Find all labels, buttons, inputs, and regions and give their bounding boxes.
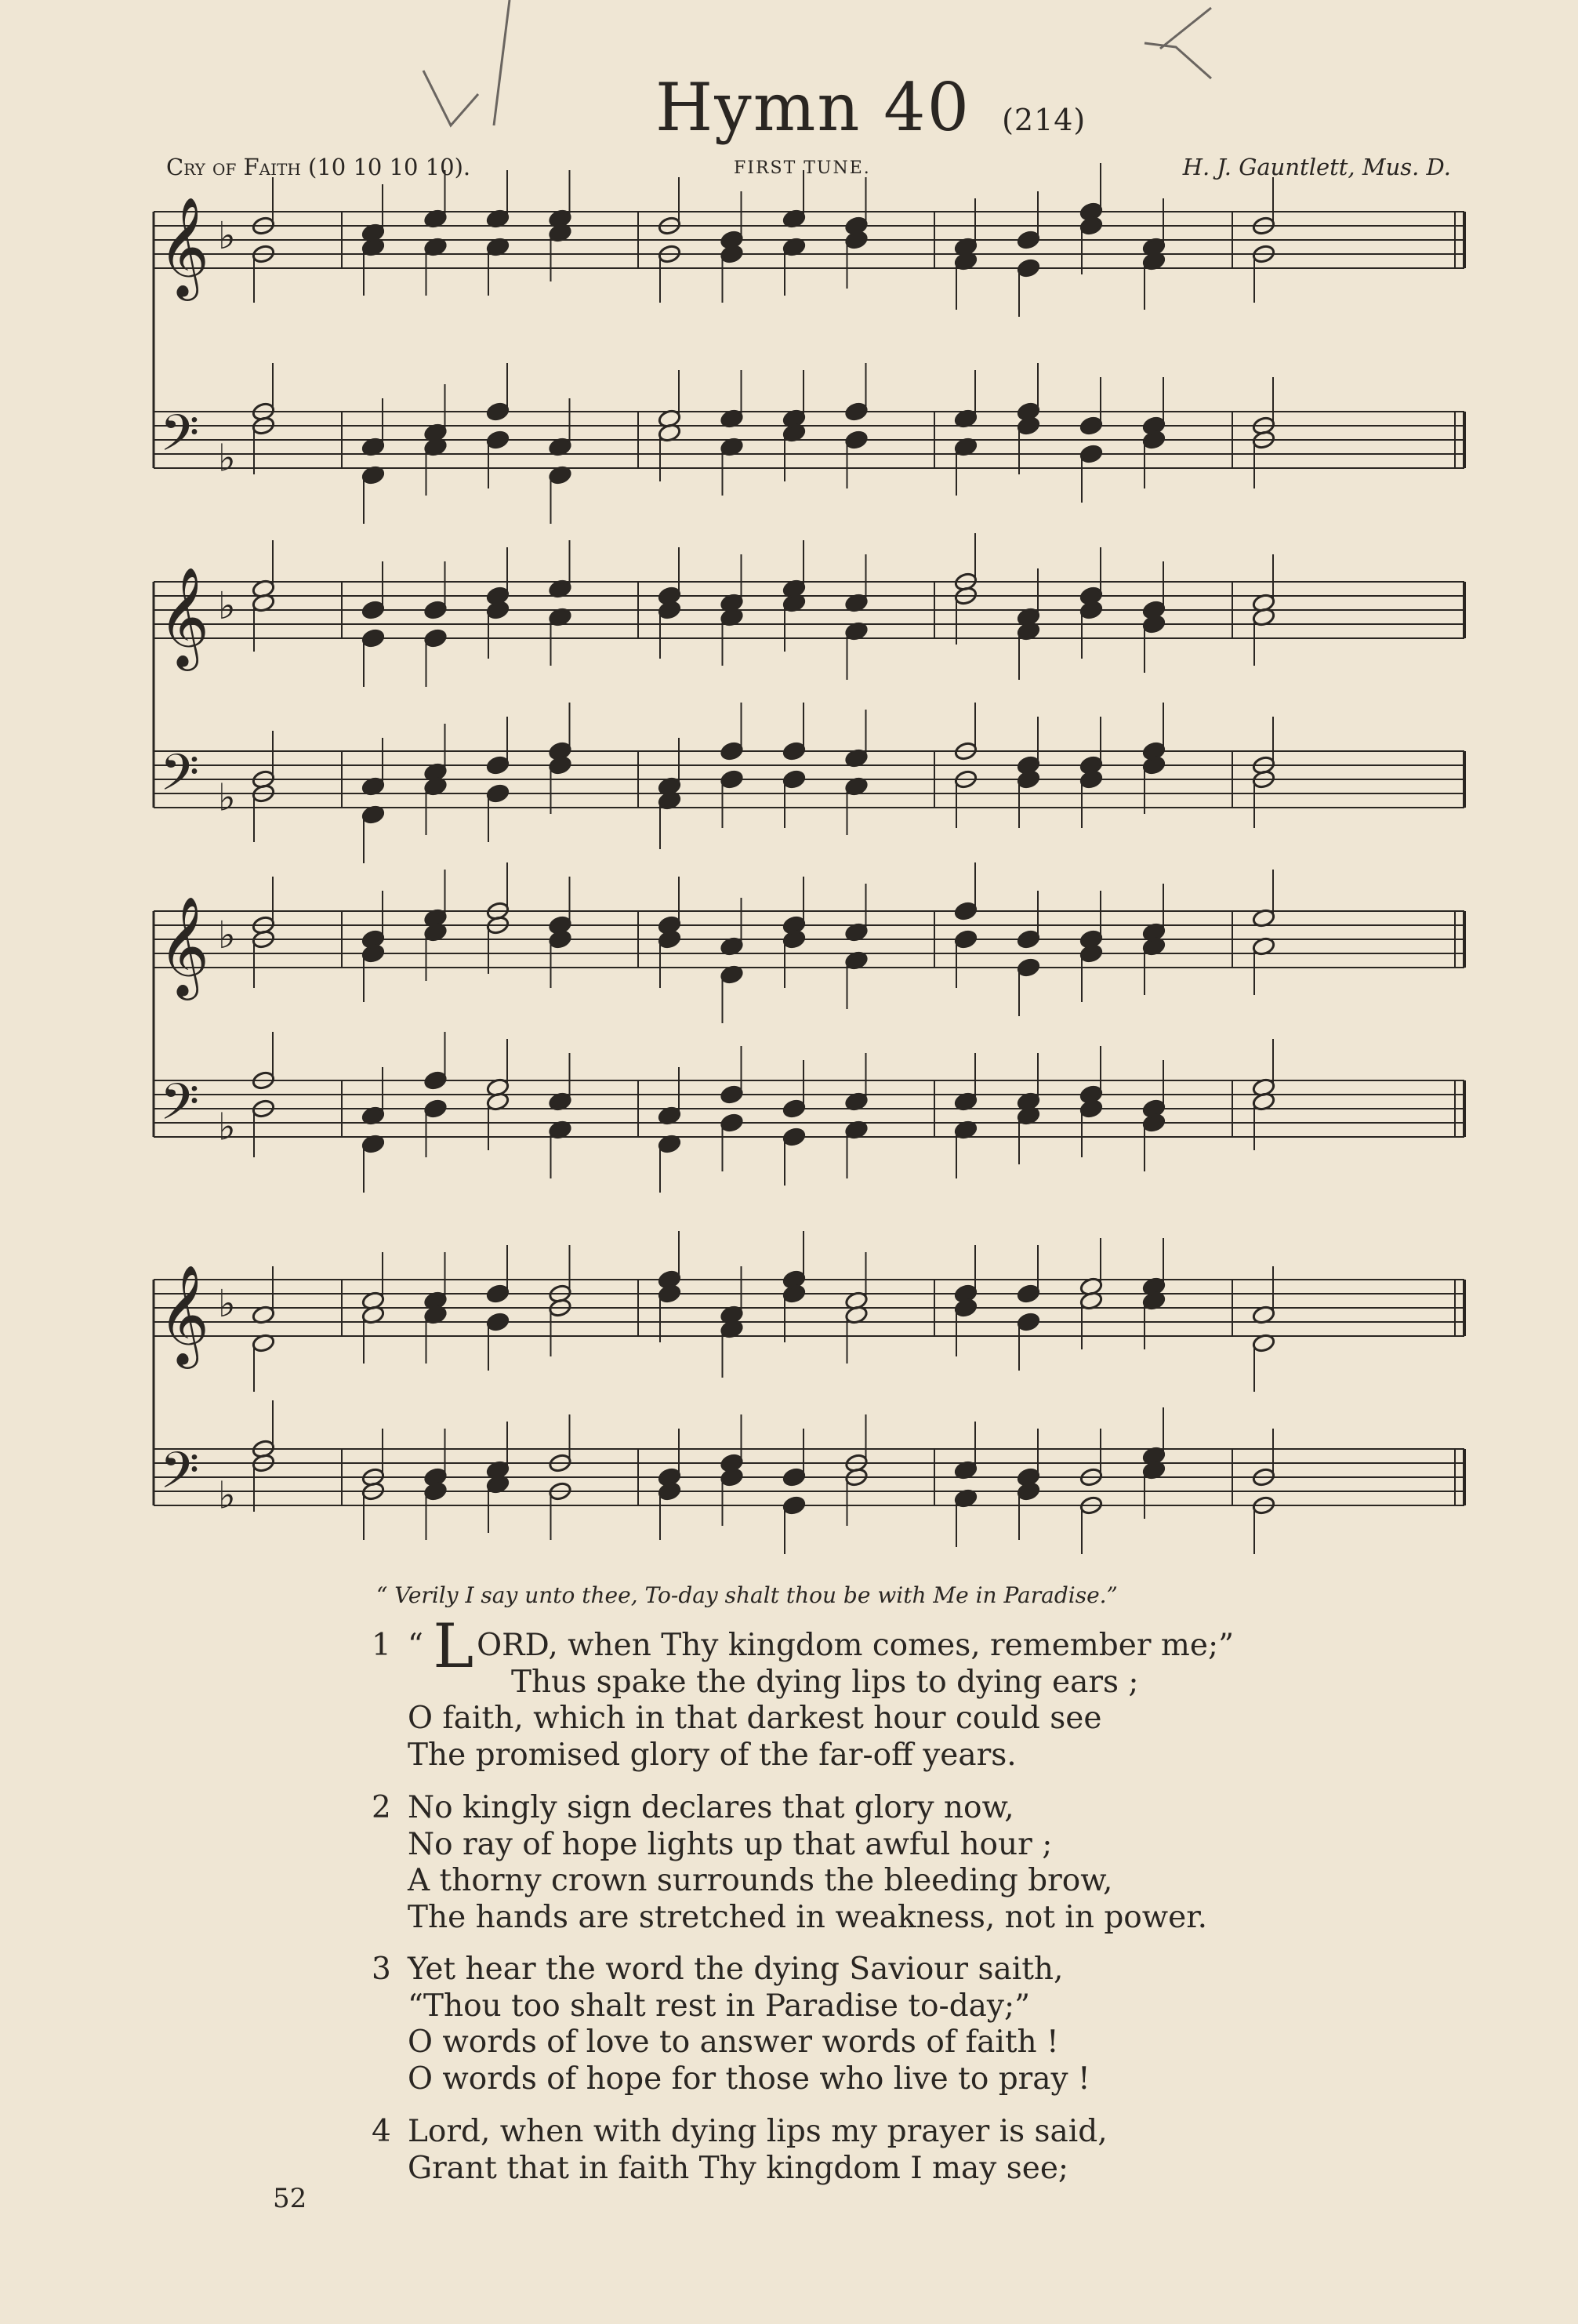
flat-sign: ♭	[218, 1473, 236, 1518]
verse-number: 2	[372, 1790, 391, 1825]
note-head	[782, 1495, 807, 1516]
note-head	[1017, 769, 1041, 790]
verse-number: 3	[372, 1952, 391, 1987]
note-head	[720, 769, 744, 790]
note-head	[1079, 943, 1104, 964]
note-head	[782, 1098, 807, 1119]
note-head	[486, 783, 510, 804]
verse-number: 1	[372, 1628, 391, 1663]
note-head	[1142, 614, 1166, 634]
scripture-quote: “ Verily I say unto thee, To-day shalt thou be with Me in Paradise.”	[376, 1582, 1118, 1608]
note-head	[720, 244, 744, 264]
verse-line: O words of hope for those who live to pray !	[408, 2061, 1090, 2097]
note-head	[423, 1070, 448, 1091]
verse-line: Lord, when with dying lips my prayer is said,	[408, 2114, 1108, 2149]
flat-sign: ♭	[218, 583, 236, 628]
note-head	[782, 1467, 807, 1487]
note-head	[361, 600, 386, 620]
verse-line: The hands are stretched in weakness, not in power.	[408, 1899, 1207, 1935]
tune-name: Cry of Faith (10 10 10 10).	[166, 154, 471, 180]
note-head	[423, 1098, 448, 1119]
note-head	[782, 769, 807, 790]
treble-clef: 𝄞	[158, 895, 210, 996]
note-head	[720, 1467, 744, 1487]
note-head	[720, 1084, 744, 1105]
note-head	[361, 628, 386, 648]
note-head	[954, 1298, 978, 1318]
flat-sign: ♭	[218, 775, 236, 820]
note-head	[1017, 1284, 1041, 1304]
note-head	[720, 741, 744, 761]
alt-number: (214)	[1002, 103, 1086, 137]
note-head	[658, 1284, 682, 1304]
hymn-number: Hymn 40	[655, 69, 971, 146]
note-head	[548, 929, 572, 950]
note-head	[1079, 444, 1104, 464]
composer: H. J. Gauntlett, Mus. D.	[1182, 154, 1451, 180]
flat-sign: ♭	[218, 1281, 236, 1326]
note-head	[954, 901, 978, 921]
verse-line: No kingly sign declares that glory now,	[408, 1790, 1014, 1825]
verse-line: Thus spake the dying lips to dying ears ;	[511, 1664, 1139, 1700]
note-head	[486, 600, 510, 620]
note-head	[1017, 1312, 1041, 1332]
note-head	[1017, 416, 1041, 436]
verse-line: No ray of hope lights up that awful hour ;	[408, 1826, 1053, 1862]
note-head	[720, 1113, 744, 1133]
treble-clef: 𝄞	[158, 1264, 210, 1364]
verse-line: The promised glory of the far-off years.	[408, 1737, 1017, 1773]
note-head	[548, 755, 572, 775]
note-head	[844, 430, 869, 450]
verse-line: Yet hear the word the dying Saviour saith,	[408, 1952, 1064, 1987]
bass-clef: 𝄢	[160, 405, 200, 475]
verse-1	[372, 1611, 1235, 1774]
treble-clef: 𝄞	[158, 196, 210, 296]
note-head	[658, 600, 682, 620]
note-head	[658, 1481, 682, 1502]
note-head	[1079, 416, 1104, 436]
verse-2	[372, 1790, 1207, 1936]
note-head	[1079, 600, 1104, 620]
note-head	[782, 1284, 807, 1304]
note-head	[1017, 1481, 1041, 1502]
verse-line: “	[408, 1628, 423, 1663]
verse-line: ORD, when Thy kingdom comes, remember me;”	[477, 1628, 1235, 1663]
note-head	[1017, 957, 1041, 978]
note-head	[486, 1284, 510, 1304]
note-head	[1142, 1113, 1166, 1133]
verse-4	[372, 2114, 1108, 2187]
note-head	[361, 943, 386, 964]
note-head	[782, 741, 807, 761]
note-head	[423, 628, 448, 648]
verse-line: O words of love to answer words of faith !	[408, 2024, 1059, 2060]
note-head	[1142, 430, 1166, 450]
page-number: 52	[273, 2183, 307, 2214]
flat-sign: ♭	[218, 913, 236, 957]
flat-sign: ♭	[218, 1105, 236, 1149]
bass-clef: 𝄢	[160, 1073, 200, 1144]
note-head	[1079, 769, 1104, 790]
drop-cap: L	[433, 1611, 474, 1682]
treble-clef: 𝄞	[158, 566, 210, 666]
note-head	[486, 1312, 510, 1332]
note-head	[954, 929, 978, 950]
verse-line: Grant that in faith Thy kingdom I may see;	[408, 2150, 1069, 2186]
note-head	[423, 1481, 448, 1502]
note-head	[486, 755, 510, 775]
tune-label: FIRST TUNE.	[734, 158, 871, 178]
note-head	[844, 230, 869, 250]
note-head	[782, 1127, 807, 1147]
note-head	[1017, 929, 1041, 950]
flat-sign: ♭	[218, 436, 236, 481]
note-head	[1017, 230, 1041, 250]
note-head	[486, 401, 510, 422]
verse-line: A thorny crown surrounds the bleeding brow,	[408, 1863, 1113, 1898]
verse-line: “Thou too shalt rest in Paradise to-day;”	[408, 1988, 1031, 2024]
note-head	[486, 430, 510, 450]
note-head	[1079, 216, 1104, 236]
verse-line: O faith, which in that darkest hour could see	[408, 1701, 1102, 1736]
bass-clef: 𝄢	[160, 1442, 200, 1512]
bass-clef: 𝄢	[160, 744, 200, 815]
verse-3	[372, 1952, 1090, 2097]
note-head	[658, 929, 682, 950]
note-head	[423, 600, 448, 620]
flat-sign: ♭	[218, 213, 236, 258]
verse-number: 4	[372, 2114, 391, 2149]
note-head	[1142, 755, 1166, 775]
note-head	[1017, 258, 1041, 278]
note-head	[782, 929, 807, 950]
note-head	[844, 401, 869, 422]
note-head	[1079, 1098, 1104, 1119]
